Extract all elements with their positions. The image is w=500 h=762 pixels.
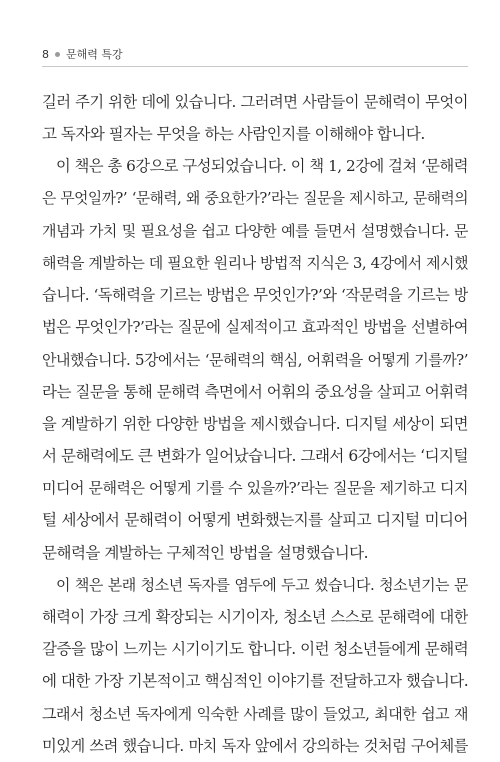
text-line: 서 문해력에도 큰 변화가 일어났습니다. 그래서 6강에서는 ‘디지털 (42, 447, 468, 466)
text-line: 문해력을 계발하는 구체적인 방법을 설명했습니다. (42, 543, 369, 562)
text-line: 갈증을 많이 느끼는 시기이기도 합니다. 이런 청소년들에게 문해력 (42, 640, 468, 659)
text-line: 털 세상에서 문해력이 어떻게 변화했는지를 살피고 디지털 미디어 (42, 511, 468, 530)
text-line: 길러 주기 위한 데에 있습니다. 그러려면 사람들이 문해력이 무엇이 (42, 93, 468, 111)
text-line: 이 책은 본래 청소년 독자를 염두에 두고 썼습니다. 청소년기는 문 (56, 575, 468, 594)
text-line: 을 계발하기 위한 다양한 방법을 제시했습니다. 디지털 세상이 되면 (42, 414, 468, 433)
text-line: 에 대한 가장 기본적이고 핵심적인 이야기를 전달하고자 했습니다. (42, 672, 468, 691)
text-line: 안내했습니다. 5강에서는 ‘문해력의 핵심, 어휘력을 어떻게 기를까?’ (42, 350, 468, 369)
text-line: 개념과 가치 및 필요성을 쉽고 다양한 예를 들면서 설명했습니다. 문 (42, 221, 468, 240)
body-text (42, 86, 468, 762)
page-number: 8 (42, 47, 49, 61)
running-title: 문해력 특강 (66, 48, 123, 61)
text-line: 고 독자와 필자는 무엇을 하는 사람인지를 이해해야 합니다. (42, 125, 425, 144)
text-line: 이 책은 총 6강으로 구성되었습니다. 이 책 1, 2강에 걸쳐 ‘문해력 (56, 157, 468, 176)
text-line: 법은 무엇인가?’라는 질문에 실제적이고 효과적인 방법을 선별하여 (42, 318, 468, 337)
text-line: 해력이 가장 크게 확장되는 시기이자, 청소년 스스로 문해력에 대한 (42, 608, 468, 626)
header-bullet-dot (55, 52, 60, 57)
header-rule (42, 66, 468, 67)
text-line: 라는 질문을 통해 문해력 측면에서 어휘의 중요성을 살피고 어휘력 (42, 382, 468, 401)
text-line: 해력을 계발하는 데 필요한 원리나 방법적 지식은 3, 4강에서 제시했 (42, 253, 468, 272)
running-header (42, 43, 468, 65)
text-line: 습니다. ‘독해력을 기르는 방법은 무엇인가?’와 ‘작문력을 기르는 방 (42, 286, 468, 305)
text-line: 은 무엇일까?’ ‘문해력, 왜 중요한가?’라는 질문을 제시하고, 문해력의 (42, 189, 468, 207)
text-line: 미있게 쓰려 했습니다. 마치 독자 앞에서 강의하는 것처럼 구어체를 (42, 736, 468, 755)
text-line: 미디어 문해력은 어떻게 기를 수 있을까?’라는 질문을 제기하고 디지 (42, 479, 468, 498)
text-line: 그래서 청소년 독자에게 익숙한 사례를 많이 들었고, 최대한 쉽고 재 (42, 704, 468, 723)
